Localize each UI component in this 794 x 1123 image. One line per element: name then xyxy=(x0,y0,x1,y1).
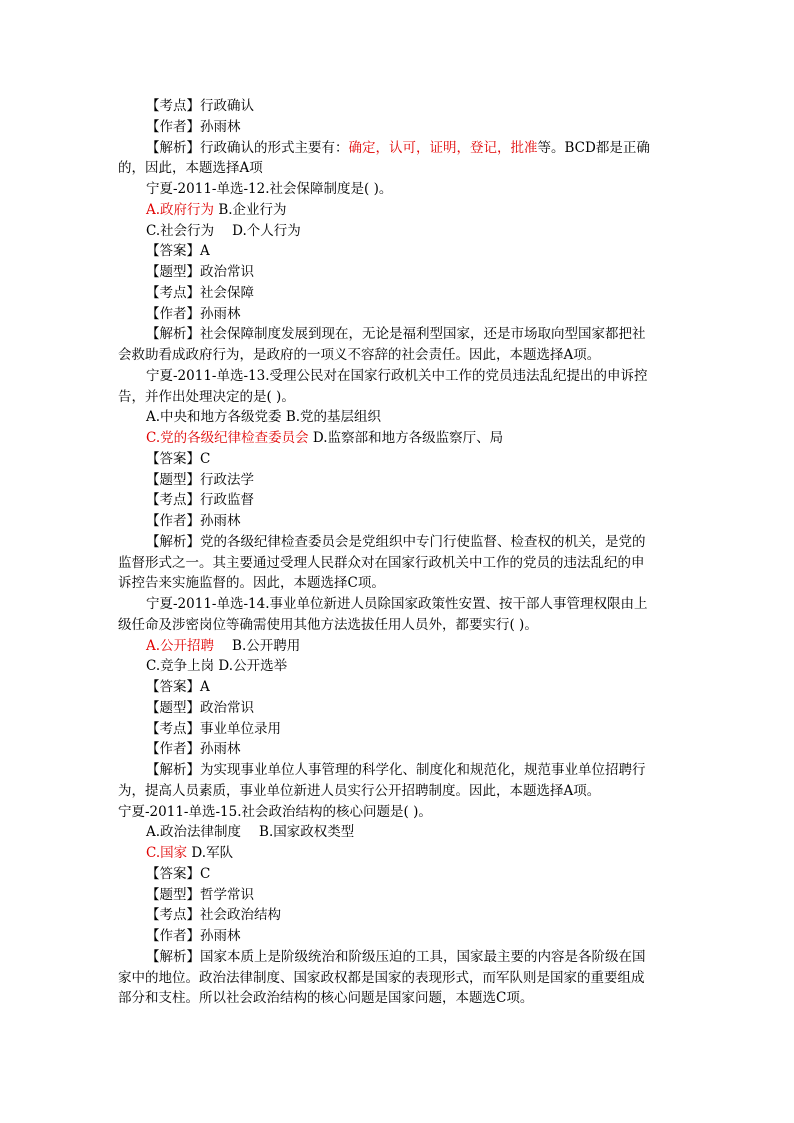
text-segment: 监督形式之一。其主要通过受理人民群众对在国家行政机关中工作的党员的违法乱纪的申 xyxy=(118,554,645,571)
highlighted-answer-text: A.公开招聘 xyxy=(146,637,215,654)
text-line xyxy=(118,158,263,179)
text-segment: 等。BCD都是正确 xyxy=(537,139,650,156)
text-segment: 【作者】孙雨林 xyxy=(146,928,241,944)
text-segment: A.中央和地方各级党委 B.党的基层组织 xyxy=(146,409,382,426)
text-segment: 宁夏-2011-单选-12.社会保障制度是( )。 xyxy=(146,181,393,197)
text-line xyxy=(146,407,381,428)
text-line xyxy=(146,138,650,159)
text-segment: 【答案】C xyxy=(146,865,211,882)
text-segment: 宁夏-2011-单选-14.事业单位新进人员除国家政策性安置、按干部人事管理权限由上 xyxy=(146,596,648,612)
text-line xyxy=(146,304,241,325)
text-segment: 【题型】行政法学 xyxy=(146,471,254,488)
text-segment: 告，并作出处理决定的是( )。 xyxy=(118,388,295,405)
text-segment: 会救助看成政府行为，是政府的一项义不容辞的社会责任。因此，本题选择A项。 xyxy=(118,347,601,363)
text-line xyxy=(146,117,241,138)
text-segment: 【解析】行政确认的形式主要有： xyxy=(146,139,349,156)
text-line xyxy=(118,553,645,574)
text-line xyxy=(118,573,385,594)
text-line xyxy=(146,926,241,947)
text-line xyxy=(146,532,646,553)
text-line xyxy=(146,947,646,968)
text-segment: 【作者】孙雨林 xyxy=(146,305,241,322)
text-line xyxy=(146,511,241,532)
text-segment: 级任命及涉密岗位等确需使用其他方法选拔任用人员外，都要实行( )。 xyxy=(118,616,538,633)
text-line xyxy=(118,802,432,823)
text-segment: 【解析】社会保障制度发展到现在，无论是福利型国家，还是市场取向型国家都把社 xyxy=(146,326,646,343)
text-line xyxy=(146,594,648,615)
text-line xyxy=(118,345,600,366)
text-segment: 【答案】A xyxy=(146,243,210,260)
text-segment: 部分和支柱。所以社会政治结构的核心问题是国家问题，本题选C项。 xyxy=(118,990,534,1007)
text-segment: 【题型】政治常识 xyxy=(146,699,254,716)
text-segment: D.监察部和地方各级监察厅、局 xyxy=(308,430,504,446)
text-segment: 【答案】C xyxy=(146,450,211,467)
text-segment: 【作者】孙雨林 xyxy=(146,118,241,135)
text-segment: A.政治法律制度 xyxy=(146,824,242,841)
text-segment: B.公开聘用 xyxy=(232,637,301,654)
text-segment: 【作者】孙雨林 xyxy=(146,741,241,758)
text-line xyxy=(118,988,533,1009)
text-segment: 【考点】行政监督 xyxy=(146,492,254,509)
text-line xyxy=(146,96,254,117)
text-line xyxy=(146,366,648,387)
text-segment: 宁夏-2011-单选-13.受理公民对在国家行政机关中工作的党员违法乱纪提出的申诉控 xyxy=(146,367,648,384)
text-line xyxy=(146,843,233,864)
text-line xyxy=(146,428,503,449)
text-line xyxy=(118,968,645,989)
text-segment: 【考点】事业单位录用 xyxy=(146,720,281,737)
text-line xyxy=(146,656,287,677)
text-segment: B.企业行为 xyxy=(214,201,287,218)
highlighted-answer-text: 确定，认可，证明，登记，批准 xyxy=(348,139,538,156)
text-line xyxy=(146,221,301,242)
text-segment: 【题型】哲学常识 xyxy=(146,886,254,903)
text-line xyxy=(146,719,281,740)
text-line xyxy=(146,449,210,470)
text-segment: 【作者】孙雨林 xyxy=(146,513,241,529)
text-segment: 宁夏-2011-单选-15.社会政治结构的核心问题是( )。 xyxy=(118,803,432,820)
text-line xyxy=(118,781,600,802)
text-line xyxy=(146,864,210,885)
text-segment: D.军队 xyxy=(187,845,234,861)
text-segment: 【解析】党的各级纪律检查委员会是党组织中专门行使监督、检查权的机关，是党的 xyxy=(146,533,646,550)
text-segment: C.竞争上岗 D.公开选举 xyxy=(146,658,288,675)
text-line xyxy=(146,636,300,657)
text-segment: B.国家政权类型 xyxy=(259,824,355,841)
text-segment: 【题型】政治常识 xyxy=(146,264,254,280)
text-line xyxy=(146,470,254,491)
highlighted-answer-text: C.国家 xyxy=(146,845,188,861)
text-segment: C.社会行为 xyxy=(146,222,215,239)
text-line xyxy=(146,905,281,926)
text-line xyxy=(146,677,210,698)
text-line xyxy=(146,179,392,200)
text-segment: 【答案】A xyxy=(146,679,210,695)
text-line xyxy=(146,324,646,345)
text-line xyxy=(146,200,287,221)
text-line xyxy=(118,387,295,408)
text-segment: 【考点】社会政治结构 xyxy=(146,907,281,924)
text-line xyxy=(146,262,254,283)
text-line xyxy=(146,241,210,262)
text-segment: 【考点】社会保障 xyxy=(146,284,254,301)
text-line xyxy=(146,739,241,760)
text-segment: D.个人行为 xyxy=(232,222,301,239)
text-segment: 的，因此，本题选择A项 xyxy=(118,160,263,177)
text-segment: 【解析】为实现事业单位人事管理的科学化、制度化和规范化，规范事业单位招聘行 xyxy=(146,762,646,778)
text-segment: 【考点】行政确认 xyxy=(146,98,254,114)
text-line xyxy=(146,760,646,781)
text-line xyxy=(146,490,254,511)
highlighted-answer-text: A.政府行为 xyxy=(146,201,215,218)
text-line xyxy=(146,822,354,843)
text-segment: 【解析】国家本质上是阶级统治和阶级压迫的工具，国家最主要的内容是各阶级在国 xyxy=(146,948,646,965)
text-segment: 家中的地位。政治法律制度、国家政权都是国家的表现形式，而军队则是国家的重要组成 xyxy=(118,969,645,986)
text-line xyxy=(146,885,254,906)
text-line xyxy=(118,615,538,636)
highlighted-answer-text: C.党的各级纪律检查委员会 xyxy=(146,430,309,446)
text-segment: 诉控告来实施监督的。因此，本题选择C项。 xyxy=(118,575,385,592)
text-line xyxy=(146,283,254,304)
text-segment: 为，提高人员素质，事业单位新进人员实行公开招聘制度。因此，本题选择A项。 xyxy=(118,782,601,799)
text-line xyxy=(146,698,254,719)
